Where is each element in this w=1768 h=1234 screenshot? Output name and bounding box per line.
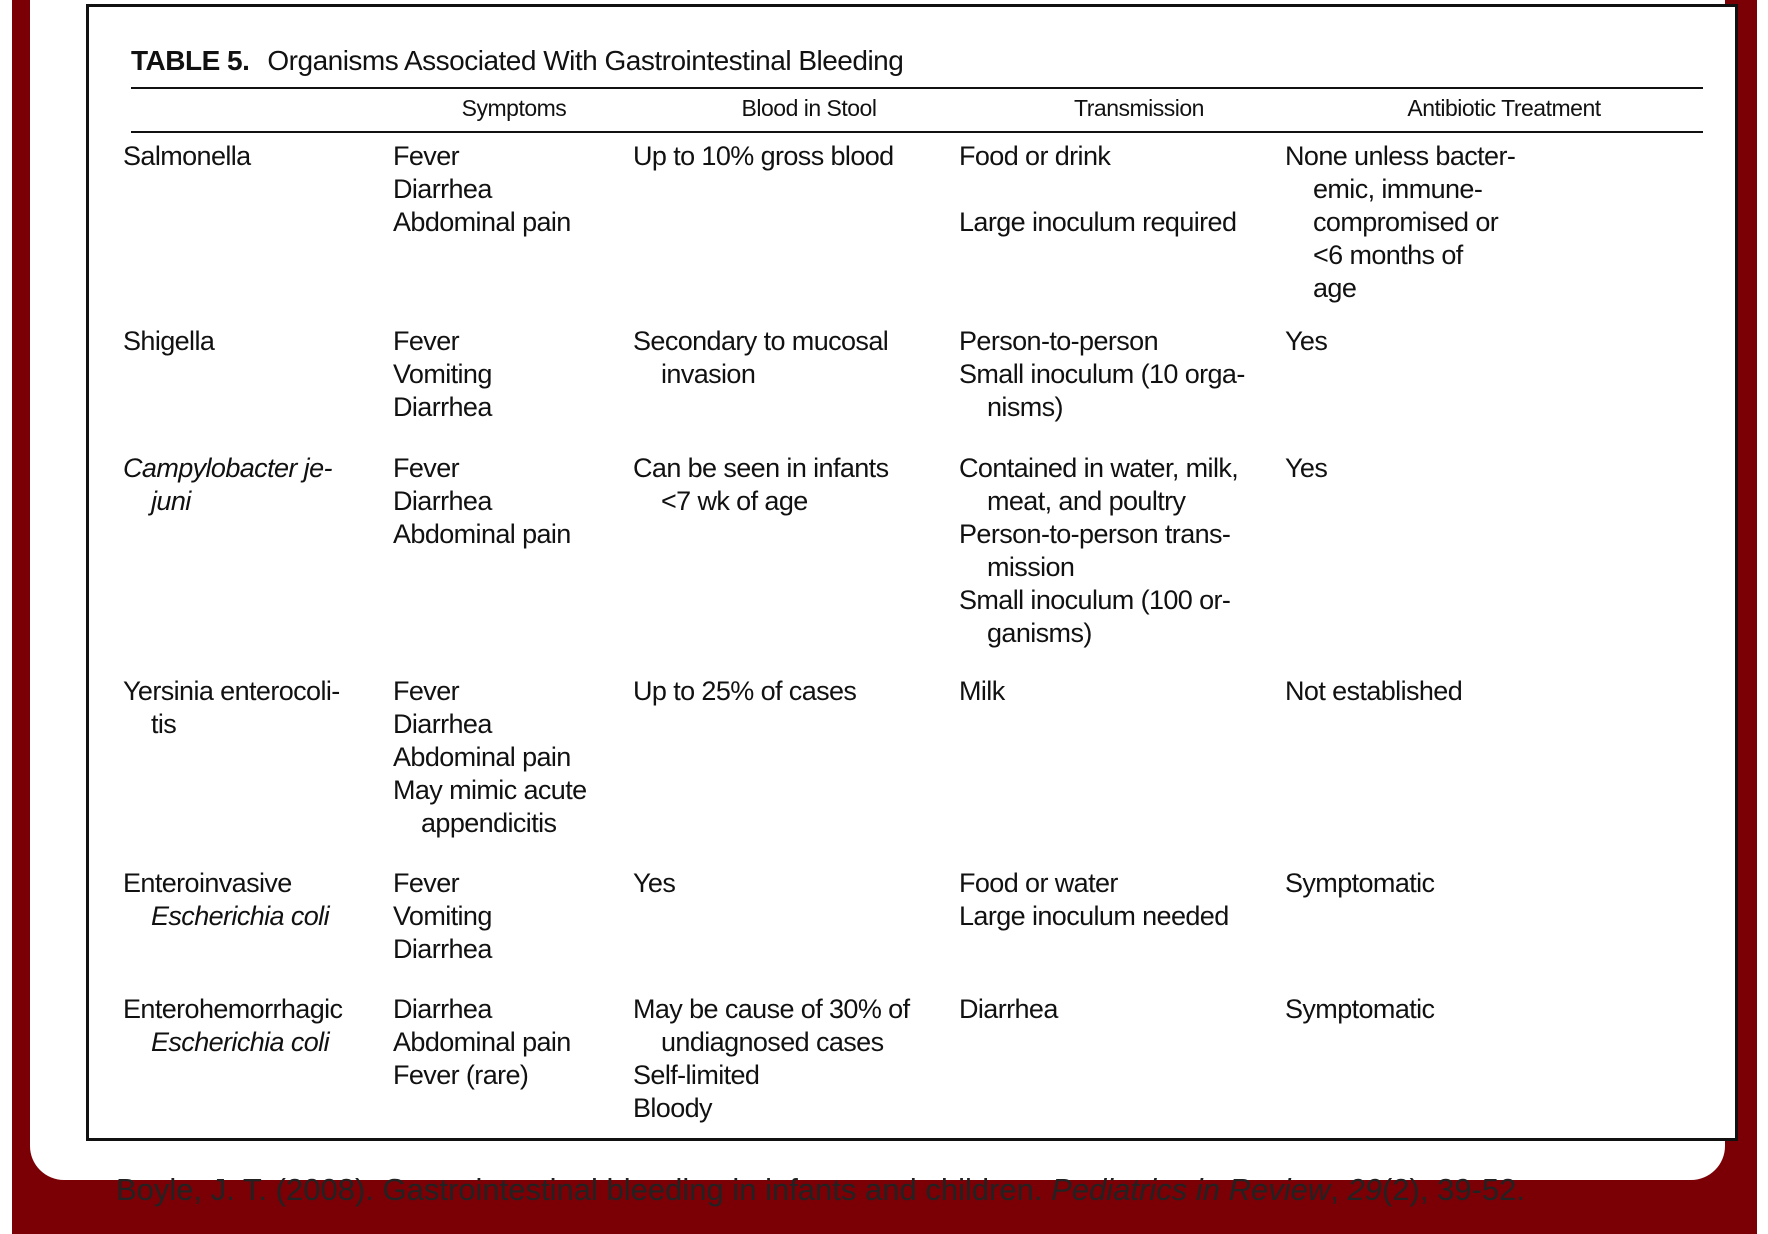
citation-text: Boyle, J. T. (2008). Gastrointestinal bleeding in infants and children. (116, 1172, 1052, 1207)
organism-cell (123, 140, 251, 173)
cell-line: Fever (393, 326, 460, 356)
header-antibiotic-treatment: Antibiotic Treatment (1407, 95, 1601, 121)
table-label: TABLE 5. (131, 45, 250, 76)
cell-line: <7 wk of age (661, 486, 808, 516)
symptoms-cell (393, 993, 571, 1092)
cell-line: undiagnosed cases (661, 1027, 884, 1057)
cell-line: Diarrhea (393, 486, 492, 516)
cell-line: tis (151, 709, 177, 739)
blood-cell (633, 140, 894, 173)
blood-cell (633, 325, 888, 391)
organism-cell (123, 452, 332, 518)
cell-line: Fever (393, 141, 460, 171)
cell-line: juni (151, 486, 191, 516)
citation-volume: 29 (1347, 1172, 1382, 1207)
header-blood-in-stool: Blood in Stool (741, 95, 877, 121)
cell-line: Symptomatic (1285, 994, 1435, 1024)
cell-line: May mimic acute (393, 775, 587, 805)
antibiotic-cell (1285, 867, 1434, 900)
cell-line: Person-to-person (959, 326, 1159, 356)
cell-line: Abdominal pain (393, 742, 571, 772)
cell-line: Vomiting (393, 359, 492, 389)
cell-line: Abdominal pain (393, 207, 571, 237)
citation-journal: Pediatrics in Review (1051, 1172, 1331, 1207)
blood-cell (633, 675, 856, 708)
cell-line: Fever (rare) (393, 1060, 529, 1090)
cell-line: Escherichia coli (151, 901, 329, 931)
cell-line: Person-to-person trans- (959, 519, 1231, 549)
table-title-text: Organisms Associated With Gastrointestinal Bleeding (267, 45, 904, 76)
transmission-cell (959, 452, 1238, 650)
organism-cell (123, 325, 214, 358)
title-rule (131, 87, 1703, 89)
blood-cell (633, 452, 888, 518)
symptoms-cell (393, 325, 492, 424)
cell-line: Diarrhea (393, 392, 492, 422)
citation-pages: (2), 39-52. (1381, 1172, 1525, 1207)
cell-line: Bloody (633, 1093, 712, 1123)
cell-line: Yes (1285, 326, 1328, 356)
citation (116, 1172, 1525, 1208)
cell-line: Up to 10% gross blood (633, 141, 894, 171)
cell-line: <6 months of (1313, 240, 1463, 270)
transmission-cell (959, 325, 1245, 424)
symptoms-cell (393, 452, 571, 551)
cell-line: ganisms) (987, 618, 1092, 648)
antibiotic-cell (1285, 993, 1434, 1026)
slide-card (30, 0, 1725, 1207)
symptoms-cell (393, 675, 587, 840)
transmission-cell (959, 140, 1236, 239)
antibiotic-cell (1285, 675, 1462, 708)
cell-line: Not established (1285, 676, 1463, 706)
cell-line: None unless bacter- (1285, 141, 1516, 171)
cell-line: Food or water (959, 868, 1118, 898)
cell-line: age (1313, 273, 1357, 303)
cell-line: Up to 25% of cases (633, 676, 857, 706)
cell-line: Diarrhea (393, 994, 492, 1024)
cell-line: appendicitis (421, 808, 557, 838)
symptoms-cell (393, 140, 571, 239)
table-title (131, 45, 1691, 77)
cell-line: Diarrhea (393, 934, 492, 964)
cell-line: Enterohemorrhagic (123, 994, 343, 1024)
cell-line: Large inoculum needed (959, 901, 1229, 931)
header-symptoms: Symptoms (461, 95, 567, 121)
cell-line: invasion (661, 359, 756, 389)
cell-line: Self-limited (633, 1060, 760, 1090)
cell-line: Yes (633, 868, 676, 898)
cell-line: mission (987, 552, 1075, 582)
cell-line: Small inoculum (100 or- (959, 585, 1231, 615)
antibiotic-cell (1285, 452, 1327, 485)
organism-cell (123, 993, 342, 1059)
transmission-cell (959, 993, 1058, 1026)
cell-line: Diarrhea (393, 709, 492, 739)
citation-separator: , (1330, 1172, 1348, 1207)
antibiotic-cell (1285, 325, 1327, 358)
cell-line: Milk (959, 676, 1005, 706)
cell-line: Contained in water, milk, (959, 453, 1239, 483)
blood-cell (633, 993, 909, 1125)
transmission-cell (959, 675, 1005, 708)
cell-line: compromised or (1313, 207, 1499, 237)
cell-line: Campylobacter je- (123, 453, 332, 483)
cell-line: Diarrhea (393, 174, 492, 204)
cell-line: Diarrhea (959, 994, 1058, 1024)
cell-line: Fever (393, 676, 460, 706)
organism-cell (123, 867, 329, 933)
antibiotic-cell (1285, 140, 1515, 305)
cell-line (959, 173, 1236, 206)
cell-line: Fever (393, 453, 460, 483)
cell-line: Secondary to mucosal (633, 326, 889, 356)
cell-line: Abdominal pain (393, 1027, 571, 1057)
cell-line: Small inoculum (10 orga- (959, 359, 1245, 389)
cell-line: Yersinia enterocoli- (123, 676, 340, 706)
cell-line: Fever (393, 868, 460, 898)
cell-line: Enteroinvasive (123, 868, 292, 898)
cell-line: Symptomatic (1285, 868, 1435, 898)
cell-line: nisms) (987, 392, 1063, 422)
cell-line: Salmonella (123, 141, 251, 171)
cell-line: Yes (1285, 453, 1328, 483)
symptoms-cell (393, 867, 492, 966)
cell-line: Can be seen in infants (633, 453, 889, 483)
organism-cell (123, 675, 340, 741)
table-figure (86, 4, 1738, 1141)
transmission-cell (959, 867, 1229, 933)
cell-line: emic, immune- (1313, 174, 1483, 204)
header-rule (131, 131, 1703, 133)
cell-line: Escherichia coli (151, 1027, 329, 1057)
cell-line: Shigella (123, 326, 215, 356)
cell-line: Abdominal pain (393, 519, 571, 549)
cell-line: Vomiting (393, 901, 492, 931)
cell-line: May be cause of 30% of (633, 994, 910, 1024)
cell-line: Food or drink (959, 141, 1111, 171)
header-transmission: Transmission (1074, 95, 1204, 121)
cell-line: meat, and poultry (987, 486, 1186, 516)
blood-cell (633, 867, 675, 900)
cell-line: Large inoculum required (959, 207, 1237, 237)
